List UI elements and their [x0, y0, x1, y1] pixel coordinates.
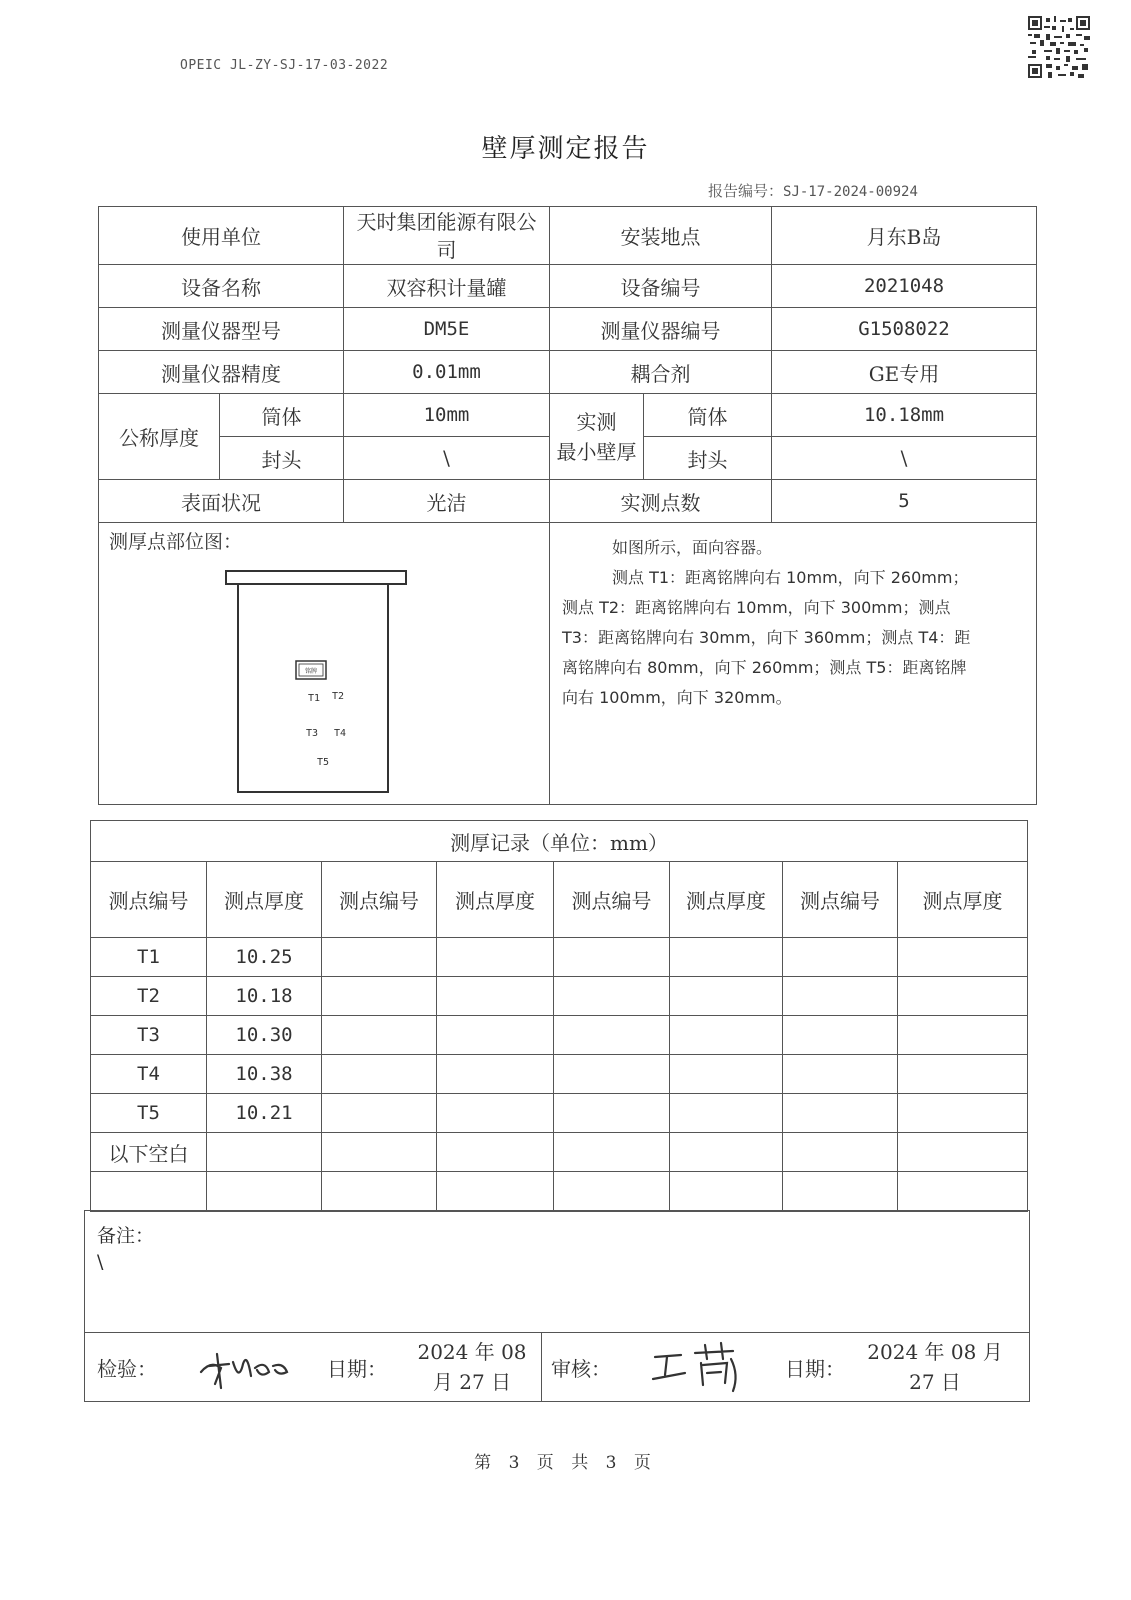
description-line: 向右 100mm，向下 320mm。 [562, 688, 792, 707]
point-t1: T1 [308, 693, 321, 704]
remarks-box [84, 1210, 1030, 1333]
nominal-thickness-label: 公称厚度 [99, 394, 220, 480]
review-date-line2: 27 日 [909, 1370, 961, 1394]
nominal-shell-label: 筒体 [220, 394, 344, 437]
measured-min-thickness-label [550, 394, 644, 480]
table-row [91, 938, 1028, 977]
inspect-date-line2: 月 27 日 [432, 1370, 512, 1394]
user-unit-label: 使用单位 [99, 207, 344, 265]
description-line: 测点 T2：距离铭牌向右 10mm，向下 300mm；测点 [562, 598, 951, 617]
equipment-no-value: 2021048 [772, 265, 1037, 308]
measured-head-label: 封头 [644, 437, 772, 480]
equipment-info-table [98, 206, 1037, 805]
equipment-name-label: 设备名称 [99, 265, 344, 308]
col-header-point-no: 测点编号 [554, 862, 670, 938]
surface-condition-value: 光洁 [344, 480, 550, 523]
nameplate-label: 铭牌 [304, 668, 318, 675]
table-row [91, 1094, 1028, 1133]
thickness-cell: 10.21 [207, 1094, 322, 1133]
report-number-value: SJ-17-2024-00924 [783, 184, 918, 200]
review-date-label: 日期： [785, 1356, 845, 1381]
vessel-body [238, 584, 388, 792]
equipment-no-label: 设备编号 [550, 265, 772, 308]
point-no-cell: 以下空白 [91, 1133, 207, 1172]
instrument-precision-label: 测量仪器精度 [99, 351, 344, 394]
point-t4: T4 [334, 728, 347, 739]
description-line: 测点 T1：距离铭牌向右 10mm，向下 260mm； [612, 568, 969, 587]
col-header-thickness: 测点厚度 [437, 862, 554, 938]
thickness-cell [207, 1172, 322, 1212]
table-row [91, 977, 1028, 1016]
inspect-date-label: 日期： [327, 1356, 387, 1381]
page-number: 第 3 页 共 3 页 [474, 1453, 657, 1473]
inspector-signature-drawing [195, 1342, 295, 1392]
remarks-value: \ [97, 1251, 104, 1273]
inspect-date-line1: 2024 年 08 [417, 1340, 527, 1364]
diagram-label: 测厚点部位图： [109, 531, 243, 553]
instrument-no-label: 测量仪器编号 [550, 308, 772, 351]
point-t5: T5 [317, 757, 330, 768]
couplant-value: GE专用 [772, 351, 1037, 394]
nominal-head-value: \ [344, 437, 550, 480]
remarks-label: 备注： [97, 1225, 155, 1247]
instrument-precision-value: 0.01mm [344, 351, 550, 394]
instrument-no-value: G1508022 [772, 308, 1037, 351]
report-number-label: 报告编号： [708, 182, 784, 200]
document-code: OPEIC JL-ZY-SJ-17-03-2022 [180, 58, 389, 73]
vessel-diagram [224, 569, 424, 809]
table-row [91, 1172, 1028, 1212]
col-header-point-no: 测点编号 [783, 862, 898, 938]
point-count-label: 实测点数 [550, 480, 772, 523]
reviewer-signature [647, 1333, 747, 1401]
diagram-cell [99, 523, 550, 805]
report-number [708, 180, 918, 201]
vessel-top-flange [226, 571, 406, 584]
point-count-value: 5 [772, 480, 1037, 523]
point-t2: T2 [332, 691, 345, 702]
measured-head-value: \ [772, 437, 1037, 480]
thickness-cell [207, 1133, 322, 1172]
col-header-thickness: 测点厚度 [207, 862, 322, 938]
table-row [91, 1016, 1028, 1055]
description-line: 如图所示，面向容器。 [612, 538, 773, 557]
signature-row [84, 1332, 1030, 1402]
inspector-signature [195, 1333, 295, 1401]
install-location-value: 月东B岛 [772, 207, 1037, 265]
point-no-cell: T3 [91, 1016, 207, 1055]
description-line: 离铭牌向右 80mm，向下 260mm；测点 T5：距离铭牌 [562, 658, 967, 677]
table-row [91, 1055, 1028, 1094]
measured-shell-label: 筒体 [644, 394, 772, 437]
col-header-point-no: 测点编号 [322, 862, 437, 938]
surface-condition-label: 表面状况 [99, 480, 344, 523]
thickness-cell: 10.25 [207, 938, 322, 977]
nominal-head-label: 封头 [220, 437, 344, 480]
install-location-label: 安装地点 [550, 207, 772, 265]
diagram-description [550, 523, 1037, 805]
instrument-model-label: 测量仪器型号 [99, 308, 344, 351]
review-date [855, 1333, 1015, 1401]
point-no-cell: T1 [91, 938, 207, 977]
point-no-cell: T4 [91, 1055, 207, 1094]
point-t3: T3 [306, 728, 319, 739]
point-no-cell [91, 1172, 207, 1212]
inspect-date [405, 1333, 539, 1401]
measured-shell-value: 10.18mm [772, 394, 1037, 437]
thickness-record-table [90, 820, 1028, 1212]
thickness-cell: 10.30 [207, 1016, 322, 1055]
col-header-point-no: 测点编号 [91, 862, 207, 938]
thickness-cell: 10.38 [207, 1055, 322, 1094]
instrument-model-value: DM5E [344, 308, 550, 351]
description-line: T3：距离铭牌向右 30mm，向下 360mm；测点 T4：距 [562, 628, 971, 647]
equipment-name-value: 双容积计量罐 [344, 265, 550, 308]
record-title: 测厚记录（单位：mm） [91, 821, 1028, 862]
point-no-cell: T5 [91, 1094, 207, 1133]
nominal-shell-value: 10mm [344, 394, 550, 437]
measured-min-label-line2: 最小壁厚 [556, 439, 637, 464]
review-label: 审核： [551, 1356, 611, 1381]
reviewer-signature-drawing [647, 1339, 747, 1395]
qr-code-icon [1028, 16, 1090, 78]
review-date-line1: 2024 年 08 月 [867, 1340, 1003, 1364]
inspect-label: 检验： [97, 1356, 157, 1381]
col-header-thickness: 测点厚度 [670, 862, 783, 938]
point-no-cell: T2 [91, 977, 207, 1016]
user-unit-value: 天时集团能源有限公司 [344, 207, 550, 265]
table-row [91, 1133, 1028, 1172]
thickness-cell: 10.18 [207, 977, 322, 1016]
report-title: 壁厚测定报告 [481, 134, 650, 164]
couplant-label: 耦合剂 [550, 351, 772, 394]
col-header-thickness: 测点厚度 [898, 862, 1028, 938]
measured-min-label-line1: 实测 [576, 409, 617, 434]
